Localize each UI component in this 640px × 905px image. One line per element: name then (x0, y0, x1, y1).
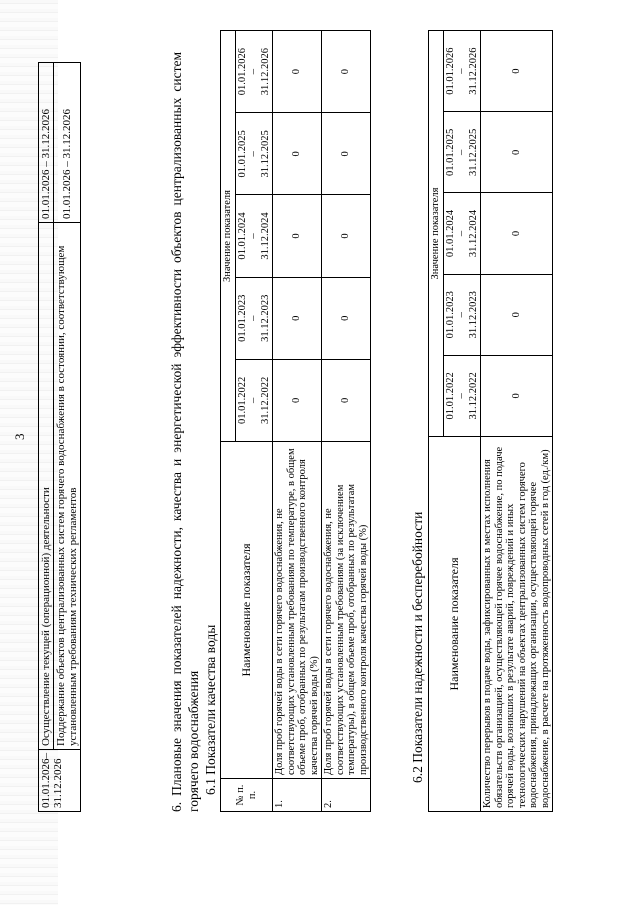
page-number: 3 (12, 433, 27, 440)
period-header: 01.01.2024 – 31.12.2024 (443, 193, 481, 274)
period-header: 01.01.2026 – 31.12.2026 (443, 31, 481, 112)
indicator-value: 0 (481, 31, 553, 112)
period-header: 01.01.2022 – 31.12.2022 (443, 355, 481, 436)
indicator-value: 0 (273, 277, 322, 359)
period-header: 01.01.2024 – 31.12.2024 (235, 195, 273, 277)
row-number: 2. (322, 779, 371, 812)
value-header: Значение показателя (429, 31, 444, 437)
indicator-value: 0 (273, 31, 322, 113)
indicator-value: 0 (322, 359, 371, 441)
section-6-2-heading: 6.2 Показатели надежности и бесперебойности (410, 511, 425, 783)
row-number: 1. (273, 779, 322, 812)
indicator-value: 0 (481, 112, 553, 193)
table-row (54, 63, 81, 812)
table-row (39, 63, 54, 812)
name-header: Наименование показателя (221, 442, 273, 779)
section-6-1-heading: 6.1 Показатели качества воды (203, 624, 218, 795)
name-header: Наименование показателя (429, 437, 481, 812)
indicator-name: Доля проб горячей воды в сети горячего водоснабжения, не соответствующих установленным требованиям (за исключением температуры), в общем объеме проб, отобранных по результатам производственного контроля качества горячей воды (%) (322, 442, 371, 779)
indicator-value: 0 (481, 355, 553, 436)
table-header-row (429, 31, 444, 812)
indicator-value: 0 (481, 274, 553, 355)
value-header: Значение показателя (221, 31, 236, 442)
indicator-value: 0 (273, 113, 322, 195)
indicator-value: 0 (322, 277, 371, 359)
dates-cell: 01.01.2026 – 31.12.2026 (39, 63, 54, 223)
water-quality-table (220, 30, 371, 812)
indicator-name: Количество перерывов в подаче воды, зафиксированных в местах исполнения обязательств организацией, осуществляющей горячее водоснабжение, по подаче горячей воды, возникших в результате аварий, повреждений и иных технологических нарушений на объектах централизованных систем горячего водоснабжения, принадлежащих организации, осуществляющей горячее водоснабжение, в расчете на протяженность водопроводных сетей в год (ед./км) (481, 437, 553, 812)
period-header: 01.01.2023 – 31.12.2023 (235, 277, 273, 359)
period-header: 01.01.2022 – 31.12.2022 (235, 359, 273, 441)
indicator-value: 0 (322, 113, 371, 195)
indicator-value: 0 (273, 195, 322, 277)
indicator-value: 0 (322, 31, 371, 113)
indicator-value: 0 (322, 195, 371, 277)
activity-table (38, 62, 81, 812)
period-header: 01.01.2023 – 31.12.2023 (443, 274, 481, 355)
table-row (481, 31, 553, 812)
table-row (322, 31, 371, 812)
period-header: 01.01.2025 – 31.12.2025 (443, 112, 481, 193)
reliability-table (428, 30, 553, 812)
section-6-heading: 6. Плановые значения показателей надежности, качества и энергетической эффективности объектов централизованных систем горячего водоснабжения (169, 52, 201, 812)
indicator-name: Доля проб горячей воды в сети горячего водоснабжения, не соответствующих установленным требованиям по температуре, в общем объеме проб, отобранных по результатам производственного контроля качества горячей воды (%) (273, 442, 322, 779)
table-row (273, 31, 322, 812)
indicator-value: 0 (481, 193, 553, 274)
table-header-row (221, 31, 236, 812)
indicator-value: 0 (273, 359, 322, 441)
num-header: № п. п. (221, 779, 273, 812)
activity-cell: Осуществление текущей (операционной) деятельности (39, 223, 54, 750)
period-header: 01.01.2026 – 31.12.2026 (235, 31, 273, 113)
activity-cell: Поддержание объектов централизованных систем горячего водоснабжения в состоянии, соответствующем установленным требованиям технических регламентов (54, 223, 81, 750)
dates-cell: 01.01.2026 – 31.12.2026 (54, 63, 81, 223)
period-header: 01.01.2025 – 31.12.2025 (235, 113, 273, 195)
period-cell: 01.01.2026–31.12.2026 (39, 750, 81, 812)
